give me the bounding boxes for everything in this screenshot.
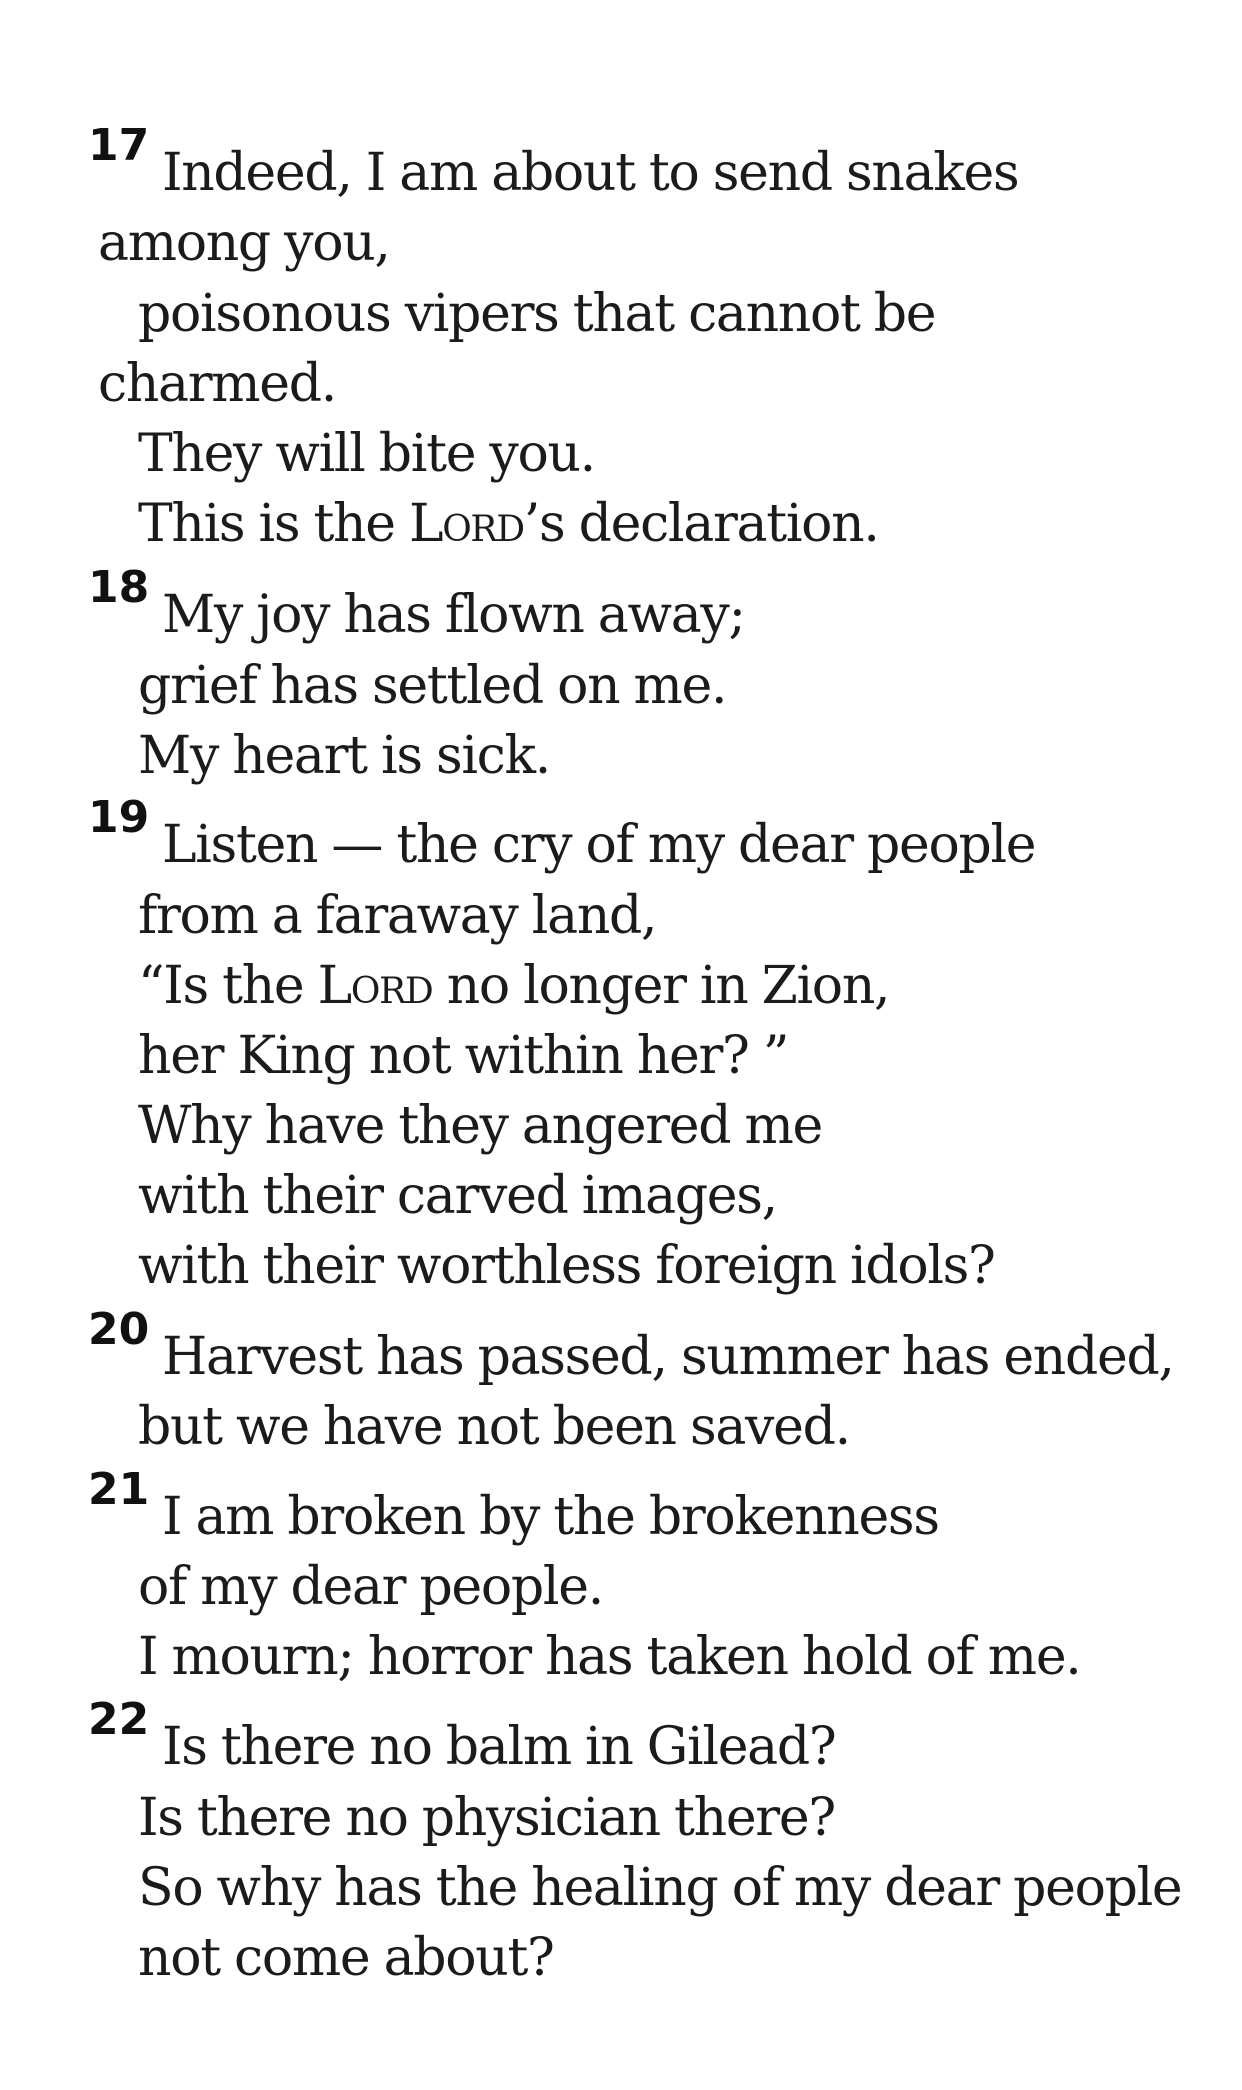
verse-line: Listen — the cry of my dear people [162, 815, 1036, 875]
verse-line: her King not within her? ” [138, 1026, 789, 1086]
verse-line: poisonous vipers that cannot be [138, 284, 936, 344]
verse-line: They will bite you. [138, 424, 595, 484]
verse-line: among you, [98, 213, 390, 273]
verse-line: My joy has flown away; [162, 585, 745, 645]
verse-line: Indeed, I am about to send snakes [162, 143, 1019, 203]
verse-line: I mourn; horror has taken hold of me. [138, 1627, 1081, 1687]
line-text: no longer in Zion, [432, 956, 890, 1016]
verse-line [138, 956, 889, 1016]
verse-line: Is there no physician there? [138, 1788, 835, 1848]
line-text: This is the [138, 494, 409, 554]
verse-number: 20 [88, 1304, 150, 1355]
verse-line: Why have they angered me [138, 1096, 822, 1156]
verse-line: My heart is sick. [138, 726, 550, 786]
verse-line: but we have not been saved. [138, 1397, 850, 1457]
verse-line: grief has settled on me. [138, 656, 727, 716]
verse-number: 21 [88, 1464, 150, 1515]
verse-line: not come about? [138, 1928, 554, 1988]
divine-name: Lord [317, 956, 433, 1016]
verse-line: I am broken by the brokenness [162, 1487, 939, 1547]
verse-number: 22 [88, 1694, 150, 1745]
verse-line: with their carved images, [138, 1166, 777, 1226]
verse-line: charmed. [98, 354, 336, 414]
verse-number: 19 [88, 792, 150, 843]
verse-line: with their worthless foreign idols? [138, 1236, 995, 1296]
line-text: “Is the [138, 956, 318, 1016]
divine-name: Lord [408, 494, 524, 554]
verse-number: 18 [88, 562, 150, 613]
verse-line: of my dear people. [138, 1557, 603, 1617]
line-text: ’s declaration. [523, 494, 879, 554]
verse-line [138, 494, 879, 554]
verse-line: from a faraway land, [138, 886, 657, 946]
verse-line: Harvest has passed, summer has ended, [162, 1327, 1174, 1387]
verse-line: So why has the healing of my dear people [138, 1858, 1182, 1918]
verse-number: 17 [88, 120, 150, 171]
verse-line: Is there no balm in Gilead? [162, 1717, 836, 1777]
